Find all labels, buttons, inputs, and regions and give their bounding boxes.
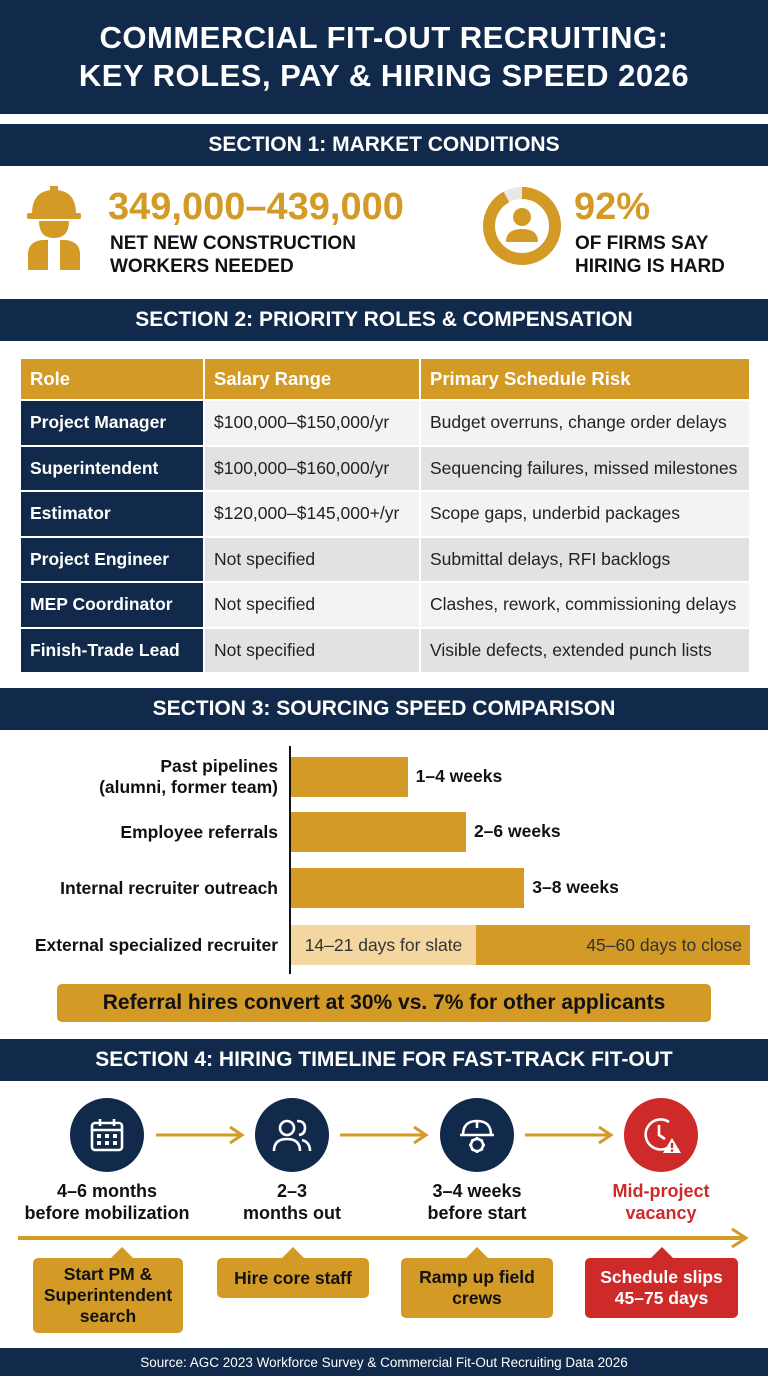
chart-segment-label: 45–60 days to close (586, 934, 742, 955)
salary-cell: Not specified (204, 537, 420, 583)
firms-hiring-hard-label-line-1: OF FIRMS SAY (575, 233, 709, 254)
timeline-box-step-2: Hire core staff (217, 1258, 369, 1298)
table-row (20, 628, 750, 674)
risk-cell: Scope gaps, underbid packages (420, 491, 750, 537)
chart-category-label: Internal recruiter outreach (60, 877, 278, 898)
timeline-label-step-3 (377, 1180, 577, 1224)
box-notch (282, 1247, 304, 1258)
box-notch (466, 1247, 488, 1258)
column-header-salary: Salary Range (204, 358, 420, 400)
role-cell: Project Engineer (20, 537, 204, 583)
timeline-box-step-1 (33, 1258, 183, 1333)
salary-cell: $100,000–$150,000/yr (204, 400, 420, 446)
workers-needed-label (110, 232, 356, 278)
risk-cell: Budget overruns, change order delays (420, 400, 750, 446)
risk-cell: Sequencing failures, missed milestones (420, 446, 750, 492)
firms-hiring-hard-label-line-2: HIRING IS HARD (575, 256, 725, 277)
chart-category-label: External specialized recruiter (34, 934, 278, 955)
chart-value-label: 2–6 weeks (473, 821, 561, 841)
role-cell: Finish-Trade Lead (20, 628, 204, 674)
timeline-label-step-2 (192, 1180, 392, 1224)
workers-needed-value: 349,000–439,000 (108, 186, 404, 228)
page-title-banner (0, 0, 768, 114)
column-header-risk: Primary Schedule Risk (420, 358, 750, 400)
workers-needed-label-line-1: NET NEW CONSTRUCTION (110, 233, 356, 254)
firms-hiring-hard-label (575, 232, 725, 278)
step-3-label-line-1: 3–4 weeks (432, 1181, 522, 1201)
chart-value-label: 1–4 weeks (415, 766, 503, 786)
roles-compensation-table (19, 357, 751, 674)
role-cell: Superintendent (20, 446, 204, 492)
timeline-label-step-4 (561, 1180, 761, 1224)
step-1-box-line-3: search (79, 1306, 137, 1326)
market-conditions-panel (0, 168, 768, 296)
section-2-heading: SECTION 2: PRIORITY ROLES & COMPENSATION (0, 299, 768, 341)
source-footer: Source: AGC 2023 Workforce Survey & Commercial Fit-Out Recruiting Data 2026 (0, 1348, 768, 1376)
table-row (20, 400, 750, 446)
workers-needed-label-line-2: WORKERS NEEDED (110, 256, 294, 277)
risk-cell: Clashes, rework, commissioning delays (420, 582, 750, 628)
step-1-label-line-2: before mobilization (24, 1203, 190, 1223)
salary-cell: Not specified (204, 628, 420, 674)
chart-bar (291, 812, 466, 852)
construction-worker-icon (24, 184, 84, 270)
column-header-role: Role (20, 358, 204, 400)
step-3-box-line-2: crews (452, 1288, 502, 1308)
timeline-box-step-3 (401, 1258, 553, 1318)
section-1-heading: SECTION 1: MARKET CONDITIONS (0, 124, 768, 166)
firms-hiring-hard-value: 92% (574, 186, 651, 228)
table-row (20, 491, 750, 537)
step-2-label-line-1: 2–3 (276, 1181, 308, 1201)
chart-bar (291, 868, 524, 908)
role-cell: Estimator (20, 491, 204, 537)
salary-cell: Not specified (204, 582, 420, 628)
step-2-label-line-2: months out (243, 1203, 341, 1223)
risk-cell: Visible defects, extended punch lists (420, 628, 750, 674)
chart-segment-label: 14–21 days for slate (304, 934, 463, 955)
referral-conversion-callout: Referral hires convert at 30% vs. 7% for other applicants (57, 984, 711, 1022)
table-row (20, 582, 750, 628)
sourcing-speed-chart (0, 740, 768, 980)
timeline-step-arrows (0, 1120, 768, 1150)
chart-bar-segment (291, 925, 476, 965)
step-4-label-line-1: Mid-project (612, 1181, 710, 1201)
salary-cell: $120,000–$145,000+/yr (204, 491, 420, 537)
step-4-box-line-1: Schedule slips (600, 1267, 723, 1287)
chart-category-label: Employee referrals (120, 821, 278, 842)
box-notch (651, 1247, 673, 1258)
chart-bar (291, 757, 408, 797)
role-cell: MEP Coordinator (20, 582, 204, 628)
chart-value-label: 3–8 weeks (532, 877, 619, 897)
step-1-box-line-1: Start PM & (63, 1264, 153, 1284)
section-4-heading: SECTION 4: HIRING TIMELINE FOR FAST-TRACK FIT-OUT (0, 1039, 768, 1081)
step-3-box-line-1: Ramp up field (419, 1267, 535, 1287)
step-4-box-line-2: 45–75 days (614, 1288, 709, 1308)
box-notch (111, 1247, 133, 1258)
timeline-label-step-1 (7, 1180, 207, 1224)
donut-person-icon (482, 186, 562, 266)
step-1-box-line-2: Superintendent (43, 1285, 173, 1305)
salary-cell: $100,000–$160,000/yr (204, 446, 420, 492)
section-3-heading: SECTION 3: SOURCING SPEED COMPARISON (0, 688, 768, 730)
risk-cell: Submittal delays, RFI backlogs (420, 537, 750, 583)
page-title-line-2: KEY ROLES, PAY & HIRING SPEED 2026 (78, 58, 690, 93)
chart-category-label: Past pipelines (alumni, former team) (99, 756, 278, 797)
step-1-label-line-1: 4–6 months (56, 1181, 158, 1201)
table-row (20, 537, 750, 583)
page-title-line-1: COMMERCIAL FIT-OUT RECRUITING: (99, 20, 669, 55)
table-row (20, 446, 750, 492)
chart-bar-segment (476, 925, 750, 965)
table-header-row (20, 358, 750, 400)
step-4-label-line-2: vacancy (625, 1203, 697, 1223)
timeline-box-step-4 (585, 1258, 738, 1318)
step-3-label-line-2: before start (427, 1203, 527, 1223)
role-cell: Project Manager (20, 400, 204, 446)
